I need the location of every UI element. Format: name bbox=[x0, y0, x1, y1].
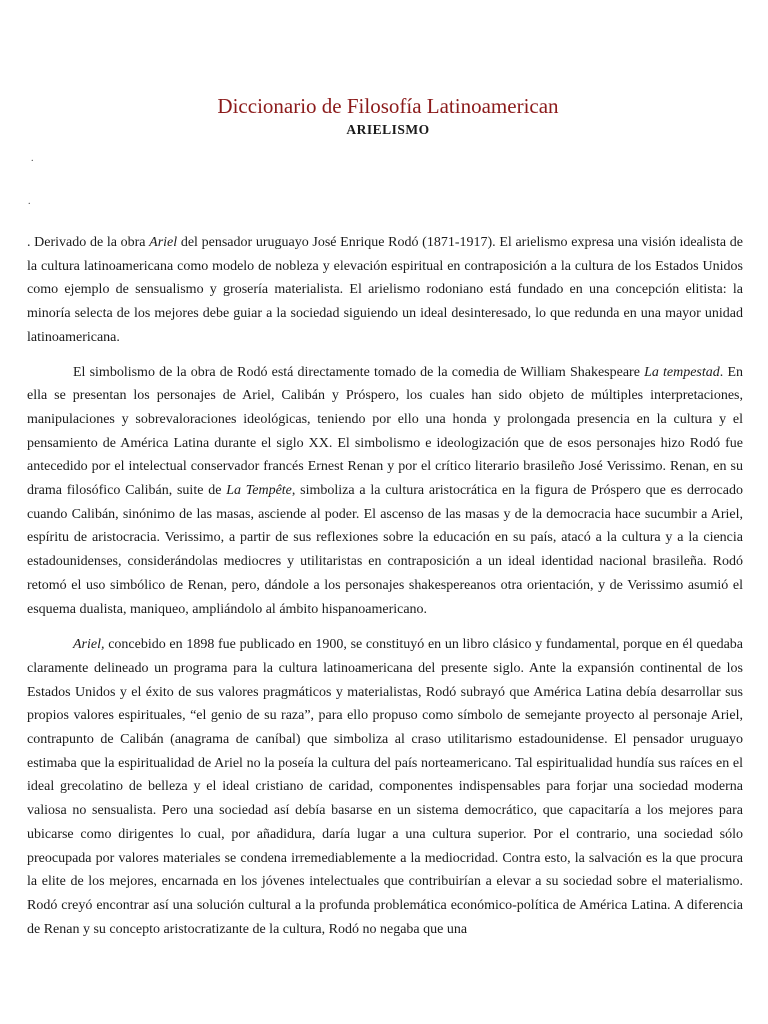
stray-dot: . bbox=[31, 153, 34, 164]
paragraph-text: . En ella se presentan los personajes de Ariel, Calibán y Próspero, los cuales han sido objeto de múltiples interpretaciones, manipulaciones y sobrevaloraciones ideológicas, teniendo por ello una honda y prolongada presencia en la cultura y el pensamiento de América Latina durante el siglo XX. El simbolismo e ideologización que de esos personajes hizo Rodó fue antecedido por el intelectual conservador francés Ernest Renan y por el crítico literario brasileño José Verissimo. Renan, en su drama filosófico Calibán, suite de bbox=[27, 364, 743, 499]
paragraph-text: . Derivado de la obra bbox=[27, 235, 150, 250]
paragraph-text: El simbolismo de la obra de Rodó está directamente tomado de la comedia de William Shakespeare bbox=[73, 364, 645, 380]
paragraph-text: del pensador uruguayo José Enrique Rodó (1871-1917). El arielismo expresa una visión idealista de la cultura latinoamericana como modelo de nobleza y elevación espiritual en contraposición a la cultura de los Estados Unidos como ejemplo de sensualismo y grosería materialista. El arielismo rodoniano está fundado en una concepción elitista: la minoría selecta de los mejores debe guiar a la sociedad siguiendo un ideal desinteresado, lo que redunda en una mayor unidad latinoamericana. bbox=[27, 235, 743, 345]
book-title-italic: Ariel bbox=[149, 235, 178, 250]
entry-heading: ARIELISMO bbox=[346, 122, 430, 137]
paragraph bbox=[27, 231, 743, 350]
book-title-italic: La Tempête bbox=[226, 483, 292, 499]
stray-dot: . bbox=[28, 196, 31, 207]
document-title: Diccionario de Filosofía Latinoamerican bbox=[217, 94, 559, 118]
paragraph-text: , simboliza a la cultura aristocrática en la figura de Próspero que es derrocado cuando Calibán, sinónimo de las masas, asciende al poder. El ascenso de las masas y de la democracia hace sucumbir a Ariel, espíritu de aristocracia. Verissimo, a partir de sus reflexiones sobre la educación en su país, atacó a la cultura y a la ciencia estadounidenses, considerándolas mediocres y utilitaristas en contraposición a un ideal identidad nacional brasileña. Rodó retomó el uso simbólico de Renan, pero, dándole a los personajes shakespereanos otra orientación, y de Verissimo asumió el esquema dualista, maniqueo, ampliándolo al ámbito hispanoamericano. bbox=[27, 483, 743, 617]
paragraph bbox=[27, 633, 743, 941]
article-body bbox=[27, 231, 743, 941]
book-title-italic: Ariel, bbox=[73, 637, 105, 653]
book-title-italic: La tempestad bbox=[644, 364, 720, 380]
paragraph bbox=[27, 361, 743, 622]
paragraph-text: concebido en 1898 fue publicado en 1900, se constituyó en un libro clásico y fundamental, porque en él quedaba claramente delineado un programa para la cultura latinoamericana del presente siglo. Ante la expansión continental de los Estados Unidos y el éxito de sus valores pragmáticos y materialistas, Rodó subrayó que América Latina debía desarrollar sus propios valores espirituales, “el genio de su raza”, para ello propuso como símbolo de semejante proyecto al personaje Ariel, contrapunto de Calibán (anagrama de caníbal) que simboliza al craso utilitarismo estadounidense. El pensador uruguayo estimaba que la espiritualidad de Ariel no la poseía la cultura del país norteamericano. Tal espiritualidad hundía sus raíces en el ideal grecolatino de belleza y el ideal cristiano de caridad, componentes indispensables para forjar una sociedad moderna valiosa no sensualista. Pero una sociedad así debía basarse en un sistema democrático, que capacitaría a los mejores para ubicarse como dirigentes lo cual, por añadidura, daría lugar a una cultura superior. Por el contrario, una sociedad sólo preocupada por valores materiales se condena irremediablemente a la mediocridad. Contra esto, la salvación es la que procura la elite de los mejores, encarnada en los jóvenes intelectuales que contribuirían a elevar a su sociedad sobre el materialismo. Rodó creyó encontrar así una solución cultural a la profunda problemática económico-política de América Latina. A diferencia de Renan y su concepto aristocratizante de la cultura, Rodó no negaba que una bbox=[27, 637, 743, 937]
